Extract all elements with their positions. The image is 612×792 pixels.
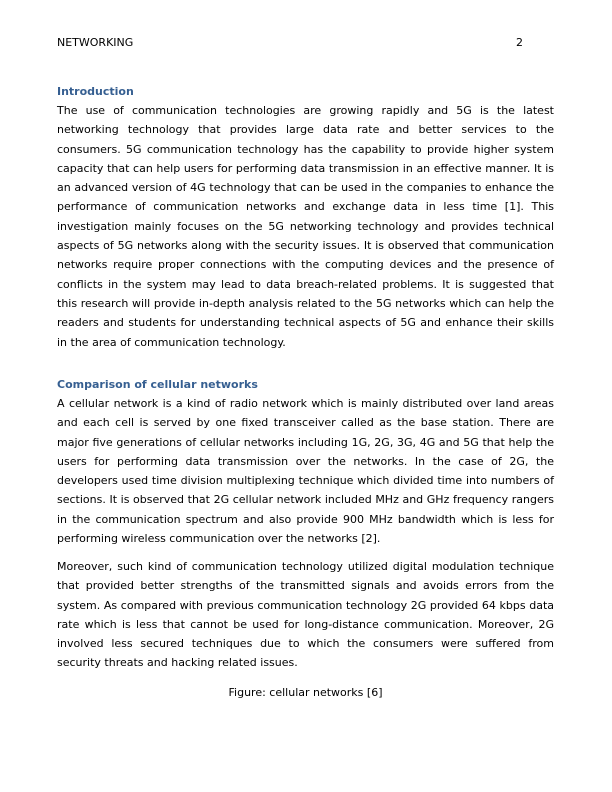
section-heading-introduction: Introduction [57, 85, 134, 98]
comparison-paragraph-1: A cellular network is a kind of radio network which is mainly distributed over land areas and each cell is served by one fixed transceiver called as the base station. There are major five generations of cellular networks including 1G, 2G, 3G, 4G and 5G that help the users for performing data transmission over the networks. In the case of 2G, the developers used time division multiplexing technique which divided time into numbers of sections. It is observed that 2G cellular network included MHz and GHz frequency rangers in the communication spectrum and also provide 900 MHz bandwidth which is less for performing wireless communication over the networks [2]. [57, 397, 554, 546]
comparison-paragraph-2: Moreover, such kind of communication technology utilized digital modulation technique that provided better strengths of the transmitted signals and avoids errors from the system. As compared with previous communication technology 2G provided 64 kbps data rate which is less that cannot be used for long-distance communication. Moreover, 2G involved less secured techniques due to which the consumers were suffered from security threats and hacking related issues. [57, 560, 554, 670]
page-number: 2 [516, 36, 523, 49]
section-heading-comparison: Comparison of cellular networks [57, 378, 258, 391]
running-head: NETWORKING [57, 36, 134, 49]
figure-caption: Figure: cellular networks [6] [228, 686, 383, 699]
introduction-paragraph: The use of communication technologies are growing rapidly and 5G is the latest networking technology that provides large data rate and better services to the consumers. 5G communication technology has the capability to provide higher system capacity that can help users for performing data transmission in an effective manner. It is an advanced version of 4G technology that can be used in the companies to enhance the performance of communication networks and exchange data in less time [1]. This investigation mainly focuses on the 5G networking technology and provides technical aspects of 5G networks along with the security issues. It is observed that communication networks require proper connections with the computing devices and the presence of conflicts in the system may lead to data breach-related problems. It is suggested that this research will provide in-depth analysis related to the 5G networks which can help the readers and students for understanding technical aspects of 5G and enhance their skills in the area of communication technology. [57, 104, 554, 349]
